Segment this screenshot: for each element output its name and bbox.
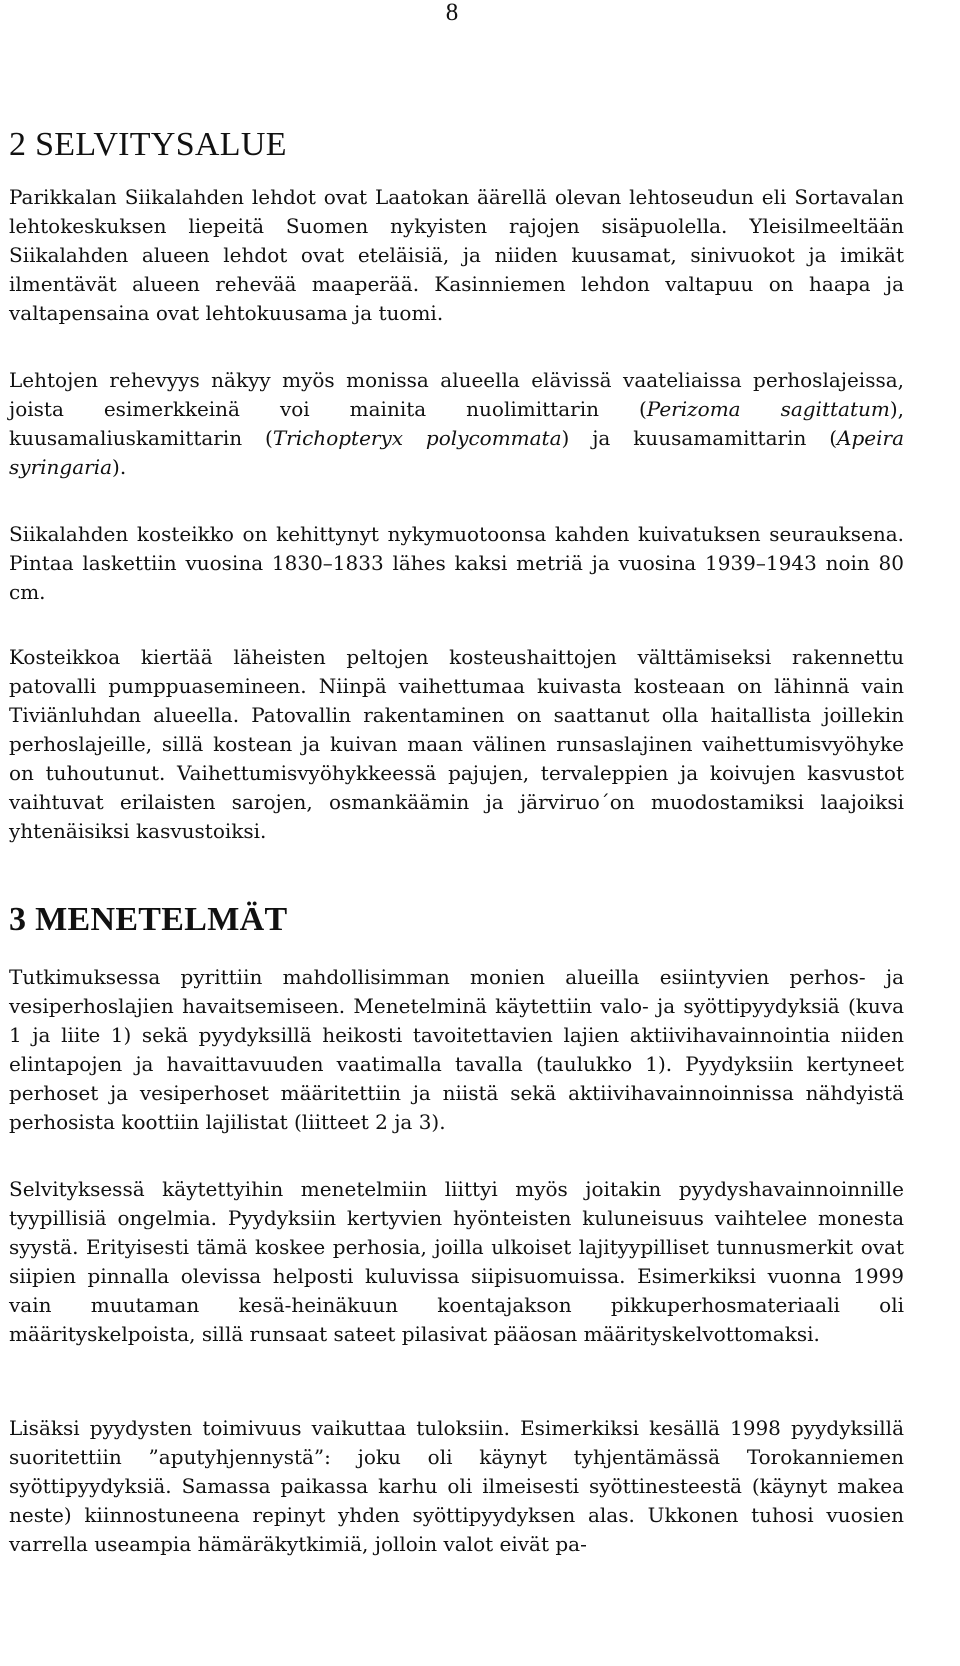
paragraph-tutkimus: Tutkimuksessa pyrittiin mahdollisimman monien alueilla esiintyvien perhos- ja vesiperhoslajien havaitsemiseen. Menetelminä käytettiin valo- ja syöttipyydyksiä (kuva 1 ja liite 1) sekä pyydyksillä heikosti tavoitettavien lajien aktiivihavainnointia niiden elintapojen ja havaittavuuden vaatimalla tavalla (taulukko 1). Pyydyksiin kertyneet perhoset ja vesiperhoset määritettiin ja niistä sekä aktiivihavainnoinnissa nähdyistä perhosista koottiin lajilistat (liitteet 2 ja 3). xyxy=(9,965,904,1134)
species-name: Perizoma sagittatum xyxy=(646,397,890,421)
text-run: ) ja kuusamamittarin ( xyxy=(561,426,838,450)
paragraph-ongelmat: Selvityksessä käytettyihin menetelmiin liittyi myös joitakin pyydyshavainnoinnille tyypillisiä ongelmia. Pyydyksiin kertyvien hyönteisten kuluneisuus vaihtelee monesta syystä. Erityisesti tämä koskee perhosia, joilla ulkoiset lajityypilliset tunnusmerkit ovat siipien pinnalla olevissa helposti kuluvissa siipisuomuissa. Esimerkiksi vuonna 1999 vain muutaman kesä-heinäkuun koentajakson pikkuperhosmateriaali oli määrityskelpoista, sillä runsaat sateet pilasivat pääosan määrityskelvottomaksi. xyxy=(9,1177,904,1346)
paragraph-pyydysten-toimivuus: Lisäksi pyydysten toimivuus vaikuttaa tuloksiin. Esimerkiksi kesällä 1998 pyydyksillä suoritettiin ”aputyhjennystä”: joku oli käynyt tyhjentämässä Torokanniemen syöttipyydyksiä. Samassa paikassa karhu oli ilmeisesti syöttinesteestä (käynyt makea neste) kiinnostuneena repinyt yhden syöttipyydyksen alas. Ukkonen tuhosi vuosien varrella useampia hämäräkytkimiä, jolloin valot eivät pa- xyxy=(9,1416,904,1556)
text-run: ). xyxy=(112,455,127,479)
text-run: Lehtojen rehevyys näkyy myös monissa alueella elävissä vaateliaissa perhoslajeissa, joista esimerkkeinä voi mainita nuolimittarin ( xyxy=(9,368,904,421)
section-heading-menetelmat: 3 MENETELMÄT xyxy=(9,901,288,938)
page-number: 8 xyxy=(445,0,459,26)
species-name: Apeira syringaria xyxy=(9,426,904,479)
species-name: Trichopteryx polycommata xyxy=(272,426,562,450)
section-heading-selvitysalue: 2 SELVITYSALUE xyxy=(9,126,287,163)
paragraph-lehdot: Parikkalan Siikalahden lehdot ovat Laatokan äärellä olevan lehtoseudun eli Sortavalan lehtokeskuksen liepeitä Suomen nykyisten rajojen sisäpuolella. Yleisilmeeltään Siikalahden alueen lehdot ovat eteläisiä, ja niiden kuusamat, sinivuokot ja imikät ilmentävät alueen rehevää maaperää. Kasinniemen lehdon valtapuu on haapa ja valtapensaina ovat lehtokuusama ja tuomi. xyxy=(9,185,904,325)
text-run: ), kuusamaliuskamittarin ( xyxy=(9,397,905,450)
paragraph-patovalli: Kosteikkoa kiertää läheisten peltojen kosteushaittojen välttämiseksi rakennettu patovalli pumppuasemineen. Niinpä vaihettumaa kuivasta kosteaan on lähinnä vain Tiviänluhdan alueella. Patovallin rakentaminen on saattanut olla haitallista joillekin perhoslajeille, sillä kostean ja kuivan maan välinen runsaslajinen vaihettumisvyöhyke on tuhoutunut. Vaihettumisvyöhykkeessä pajujen, tervaleppien ja koivujen kasvustot vaihtuvat erilaisten sarojen, osmankäämin ja järviruo´on muodostamiksi laajoiksi yhtenäisiksi kasvustoiksi. xyxy=(9,645,904,843)
paragraph-kosteikko: Siikalahden kosteikko on kehittynyt nykymuotoonsa kahden kuivatuksen seurauksena. Pintaa laskettiin vuosina 1830–1833 lähes kaksi metriä ja vuosina 1939–1943 noin 80 cm. xyxy=(9,522,904,604)
paragraph-perhoslajit xyxy=(9,366,904,482)
